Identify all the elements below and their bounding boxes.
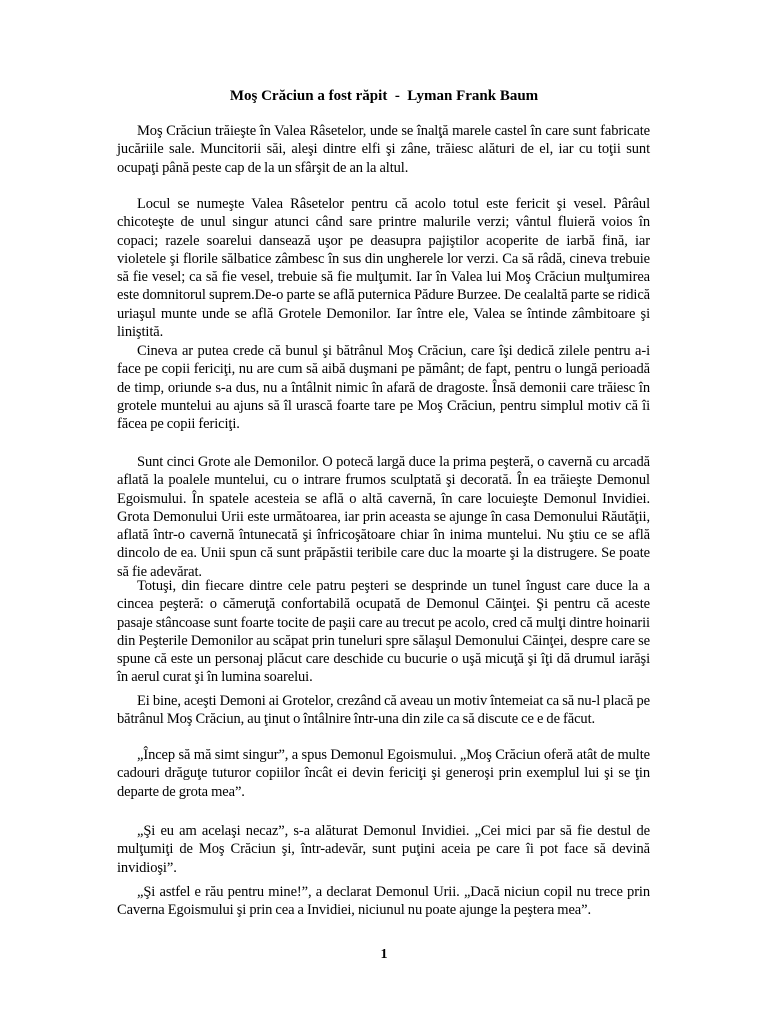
document-title: Moş Crăciun a fost răpit - Lyman Frank Baum [229, 88, 539, 104]
paragraph-3: Cineva ar putea crede că bunul şi bătrânul Moş Crăciun, care îşi dedică zilele pentru a-i face pe copii fericiţi, nu are cum să aibă duşmani pe pământ; de fapt, pentru o lungă perioadă de timp, oriunde s-a dus, nu a întâlnit nimic în afară de dragoste. Însă demonii care trăiesc în grotele muntelui au ajuns să îl urască foarte tare pe Moş Crăciun, pentru simplul motiv că îi făcea pe copii fericiţi. [117, 343, 650, 433]
paragraph-8: „Şi eu am acelaşi necaz”, s-a alăturat Demonul Invidiei. „Cei mici par să fie destul de mulţumiţi de Moş Crăciun şi, într-adevăr, sunt puţini aceia pe care îi pot face să devină invidioşi”. [117, 823, 650, 876]
paragraph-4: Sunt cinci Grote ale Demonilor. O potecă largă duce la prima peşteră, o cavernă cu arcadă aflată la poalele muntelui, cu o intrare frumos sculptată şi decorată. În ea trăieşte Demonul Egoismului. În spatele acesteia se află o altă cavernă, în care locuieşte Demonul Invidiei. Grota Demonului Urii este următoarea, iar prin aceasta se ajunge în casa Demonului Răutăţii, aflată într-o cavernă întunecată şi înfricoşătoare chiar în inima muntelui. Nu ştiu ce se află dincolo de ea. Unii spun că sunt prăpăstii teribile care duc la moarte şi la distrugere. Se poate să fie adevărat. [117, 454, 650, 580]
paragraph-6: Ei bine, aceşti Demoni ai Grotelor, crezând că aveau un motiv întemeiat ca să nu-l placă pe bătrânul Moş Crăciun, au ţinut o întâlnire într-una din zile ca să discute ce e de făcut. [117, 693, 650, 728]
paragraph-7: „Încep să mă simt singur”, a spus Demonul Egoismului. „Moş Crăciun oferă atât de multe cadouri drăguţe tuturor copiilor încât ei devin fericiţi şi generoşi prin exemplul lui şi se ţin departe de grota mea”. [117, 747, 650, 800]
paragraph-2: Locul se numeşte Valea Râsetelor pentru că acolo totul este fericit şi vesel. Pârâul chicoteşte de unul singur atunci când sare printre malurile verzi; vântul fluieră voios în copaci; razele soarelui dansează uşor pe deasupra pajiştilor acoperite de iarbă fină, iar violetele şi florile sălbatice zâmbesc în sus din ungherele lor verzi. Ca să râdă, cineva trebuie să fie vesel; ca să fie vesel, trebuie să fie mulţumit. Iar în Valea lui Moş Crăciun mulţumirea este domnitorul suprem.De-o parte se află puternica Pădure Burzee. De cealaltă parte se ridică uriaşul munte unde se află Grotele Demonilor. Iar între ele, Valea se întinde zâmbitoare şi liniştită. [117, 196, 650, 341]
paragraph-5: Totuşi, din fiecare dintre cele patru peşteri se desprinde un tunel îngust care duce la a cincea peşteră: o cămeruţă confortabilă ocupată de Demonul Căinţei. Şi pentru că aceste pasaje stâncoase sunt foarte tocite de paşii care au trecut pe acolo, cred că mulţi dintre hoinarii din Peşterile Demonilor au scăpat prin tuneluri spre sălaşul Demonului Căinţei, despre care se spune că este un personaj plăcut care deschide cu bucurie o uşă micuţă şi îţi dă drumul iarăşi în aerul curat şi în lumina soarelui. [117, 578, 650, 686]
page-number: 1 [380, 947, 388, 962]
paragraph-1: Moş Crăciun trăieşte în Valea Râsetelor, unde se înalţă marele castel în care sunt fabricate jucăriile sale. Muncitorii săi, aleşi dintre elfi şi zâne, trăiesc alături de el, iar cu toţii sunt ocupaţi până peste cap de la un sfârşit de an la altul. [117, 123, 650, 176]
paragraph-9: „Şi astfel e rău pentru mine!”, a declarat Demonul Urii. „Dacă niciun copil nu trece prin Caverna Egoismului şi prin cea a Invidiei, niciunul nu poate ajunge la peştera mea”. [117, 884, 650, 919]
